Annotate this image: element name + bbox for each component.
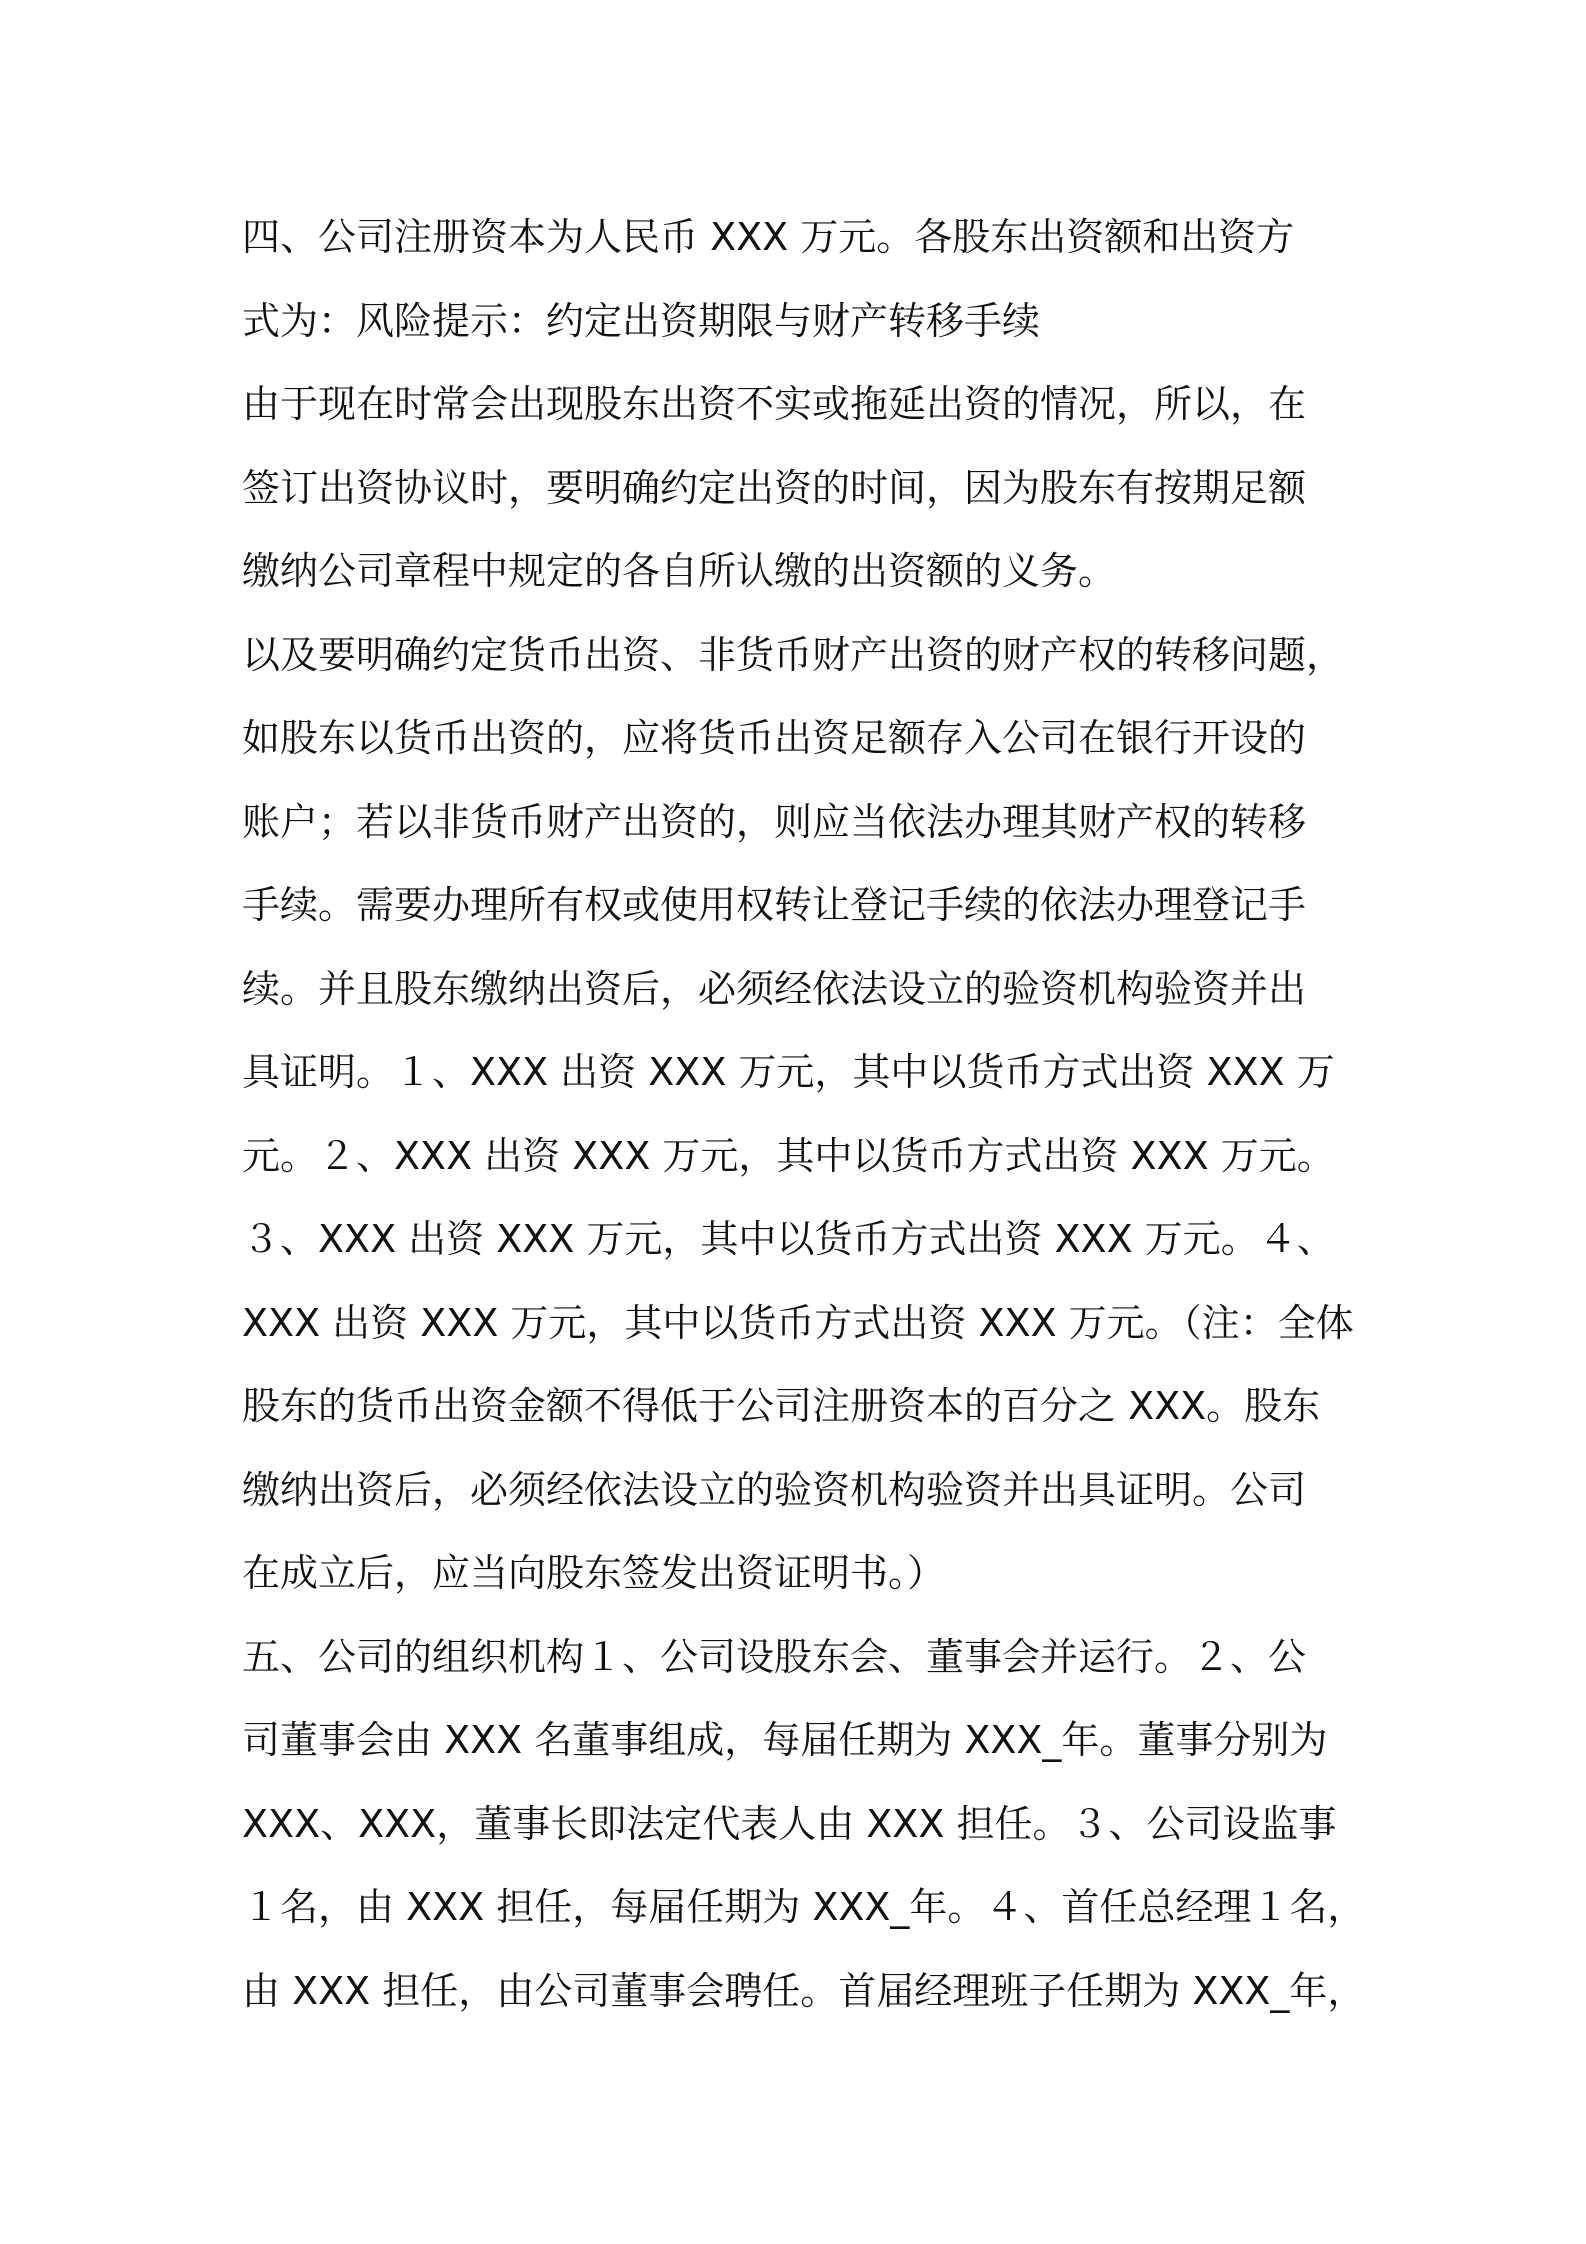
text-line: 由 XXX 担任，由公司董事会聘任。首届经理班子任期为 XXX_年， [242, 1968, 1366, 2013]
text-line: 续。并且股东缴纳出资后，必须经依法设立的验资机构验资并出 [242, 966, 1307, 1011]
text-line: XXX 出资 XXX 万元，其中以货币方式出资 XXX 万元。（注：全体 [242, 1300, 1354, 1345]
text-line: XXX、XXX，董事长即法定代表人由 XXX 担任。３、公司设监事 [242, 1801, 1337, 1846]
text-line: 股东的货币出资金额不得低于公司注册资本的百分之 XXX。股东 [242, 1384, 1321, 1428]
text-line: 司董事会由 XXX 名董事组成，每届任期为 XXX_年。董事分别为 [242, 1718, 1328, 1762]
text-line: 签订出资协议时，要明确约定出资的时间，因为股东有按期足额 [242, 465, 1307, 510]
text-line: 由于现在时常会出现股东出资不实或拖延出资的情况，所以，在 [242, 382, 1307, 426]
text-line: 以及要明确约定货币出资、非货币财产出资的财产权的转移问题， [242, 632, 1345, 677]
text-line: 手续。需要办理所有权或使用权转让登记手续的依法办理登记手 [242, 883, 1307, 927]
text-line: 账户；若以非货币财产出资的，则应当依法办理其财产权的转移 [242, 799, 1307, 844]
text-line: １名，由 XXX 担任，每届任期为 XXX_年。４、首任总经理１名， [242, 1885, 1366, 1929]
text-line: 缴纳公司章程中规定的各自所认缴的出资额的义务。 [242, 549, 1117, 593]
text-line: 四、公司注册资本为人民币 XXX 万元。各股东出资额和出资方 [242, 215, 1295, 259]
document-body [242, 196, 1372, 2033]
text-line: 式为：风险提示：约定出资期限与财产转移手续 [242, 298, 1041, 343]
text-line: 缴纳出资后，必须经依法设立的验资机构验资并出具证明。公司 [242, 1467, 1307, 1512]
text-line: 元。２、XXX 出资 XXX 万元，其中以货币方式出资 XXX 万元。 [242, 1133, 1335, 1178]
text-line: 如股东以货币出资的，应将货币出资足额存入公司在银行开设的 [242, 716, 1307, 760]
text-line: ３、XXX 出资 XXX 万元，其中以货币方式出资 XXX 万元。４、 [242, 1217, 1335, 1261]
text-line: 具证明。１、XXX 出资 XXX 万元，其中以货币方式出资 XXX 万 [242, 1050, 1335, 1094]
text-line: 五、公司的组织机构１、公司设股东会、董事会并运行。２、公 [242, 1634, 1307, 1679]
text-line: 在成立后，应当向股东签发出资证明书。） [242, 1551, 946, 1595]
